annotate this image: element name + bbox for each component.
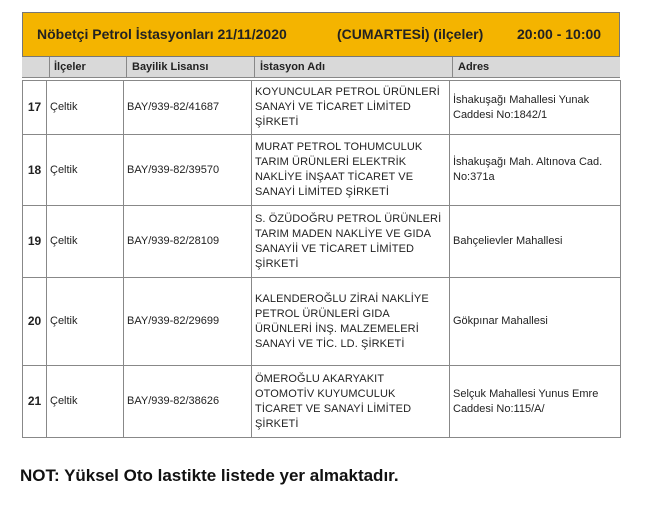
row-address: İshakuşağı Mahallesi Yunak Caddesi No:1842/1 bbox=[450, 81, 621, 135]
column-header-district: İlçeler bbox=[54, 61, 86, 73]
row-license: BAY/939-82/41687 bbox=[124, 81, 252, 135]
banner-scope: (CUMARTESİ) (ilçeler) bbox=[337, 26, 484, 42]
station-table bbox=[22, 80, 621, 438]
row-license: BAY/939-82/29699 bbox=[124, 278, 252, 366]
row-number: 18 bbox=[23, 135, 47, 206]
row-number: 17 bbox=[23, 81, 47, 135]
column-header-address: Adres bbox=[458, 61, 490, 73]
column-header-license: Bayilik Lisansı bbox=[132, 61, 209, 73]
table-row bbox=[23, 366, 621, 438]
row-station-name: S. ÖZÜDOĞRU PETROL ÜRÜNLERİ TARIM MADEN NAKLİYE VE GIDA SANAYİİ VE TİCARET LİMİTED ŞİRKETİ bbox=[252, 206, 450, 278]
row-number: 20 bbox=[23, 278, 47, 366]
row-district: Çeltik bbox=[47, 81, 124, 135]
row-district: Çeltik bbox=[47, 278, 124, 366]
table-row bbox=[23, 135, 621, 206]
row-address: Bahçelievler Mahallesi bbox=[450, 206, 621, 278]
page-banner bbox=[22, 12, 620, 57]
row-number: 21 bbox=[23, 366, 47, 438]
column-header-row bbox=[22, 57, 620, 78]
table-row bbox=[23, 206, 621, 278]
banner-hours: 20:00 - 10:00 bbox=[517, 26, 602, 42]
row-address: İshakuşağı Mah. Altınova Cad. No:371a bbox=[450, 135, 621, 206]
row-number: 19 bbox=[23, 206, 47, 278]
row-station-name: MURAT PETROL TOHUMCULUK TARIM ÜRÜNLERİ ELEKTRİK NAKLİYE İNŞAAT TİCARET VE SANAYİ LİMİTED ŞİRKETİ bbox=[252, 135, 450, 206]
table-row bbox=[23, 278, 621, 366]
row-district: Çeltik bbox=[47, 366, 124, 438]
footer-note: NOT: Yüksel Oto lastikte listede yer almaktadır. bbox=[20, 466, 399, 485]
row-license: BAY/939-82/39570 bbox=[124, 135, 252, 206]
row-station-name: KALENDEROĞLU ZİRAİ NAKLİYE PETROL ÜRÜNLERİ GIDA ÜRÜNLERİ İNŞ. MALZEMELERİ SANAYİ VE TİC. LD. ŞİRKETİ bbox=[252, 278, 450, 366]
row-address: Selçuk Mahallesi Yunus Emre Caddesi No:115/A/ bbox=[450, 366, 621, 438]
row-address: Gökpınar Mahallesi bbox=[450, 278, 621, 366]
column-header-station: İstasyon Adı bbox=[260, 61, 325, 73]
row-license: BAY/939-82/38626 bbox=[124, 366, 252, 438]
row-station-name: KOYUNCULAR PETROL ÜRÜNLERİ SANAYİ VE TİCARET LİMİTED ŞİRKETİ bbox=[252, 81, 450, 135]
banner-title: Nöbetçi Petrol İstasyonları 21/11/2020 bbox=[37, 26, 287, 42]
row-district: Çeltik bbox=[47, 135, 124, 206]
row-district: Çeltik bbox=[47, 206, 124, 278]
row-license: BAY/939-82/28109 bbox=[124, 206, 252, 278]
table-row bbox=[23, 81, 621, 135]
row-station-name: ÖMEROĞLU AKARYAKIT OTOMOTİV KUYUMCULUK TİCARET VE SANAYİ LİMİTED ŞİRKETİ bbox=[252, 366, 450, 438]
